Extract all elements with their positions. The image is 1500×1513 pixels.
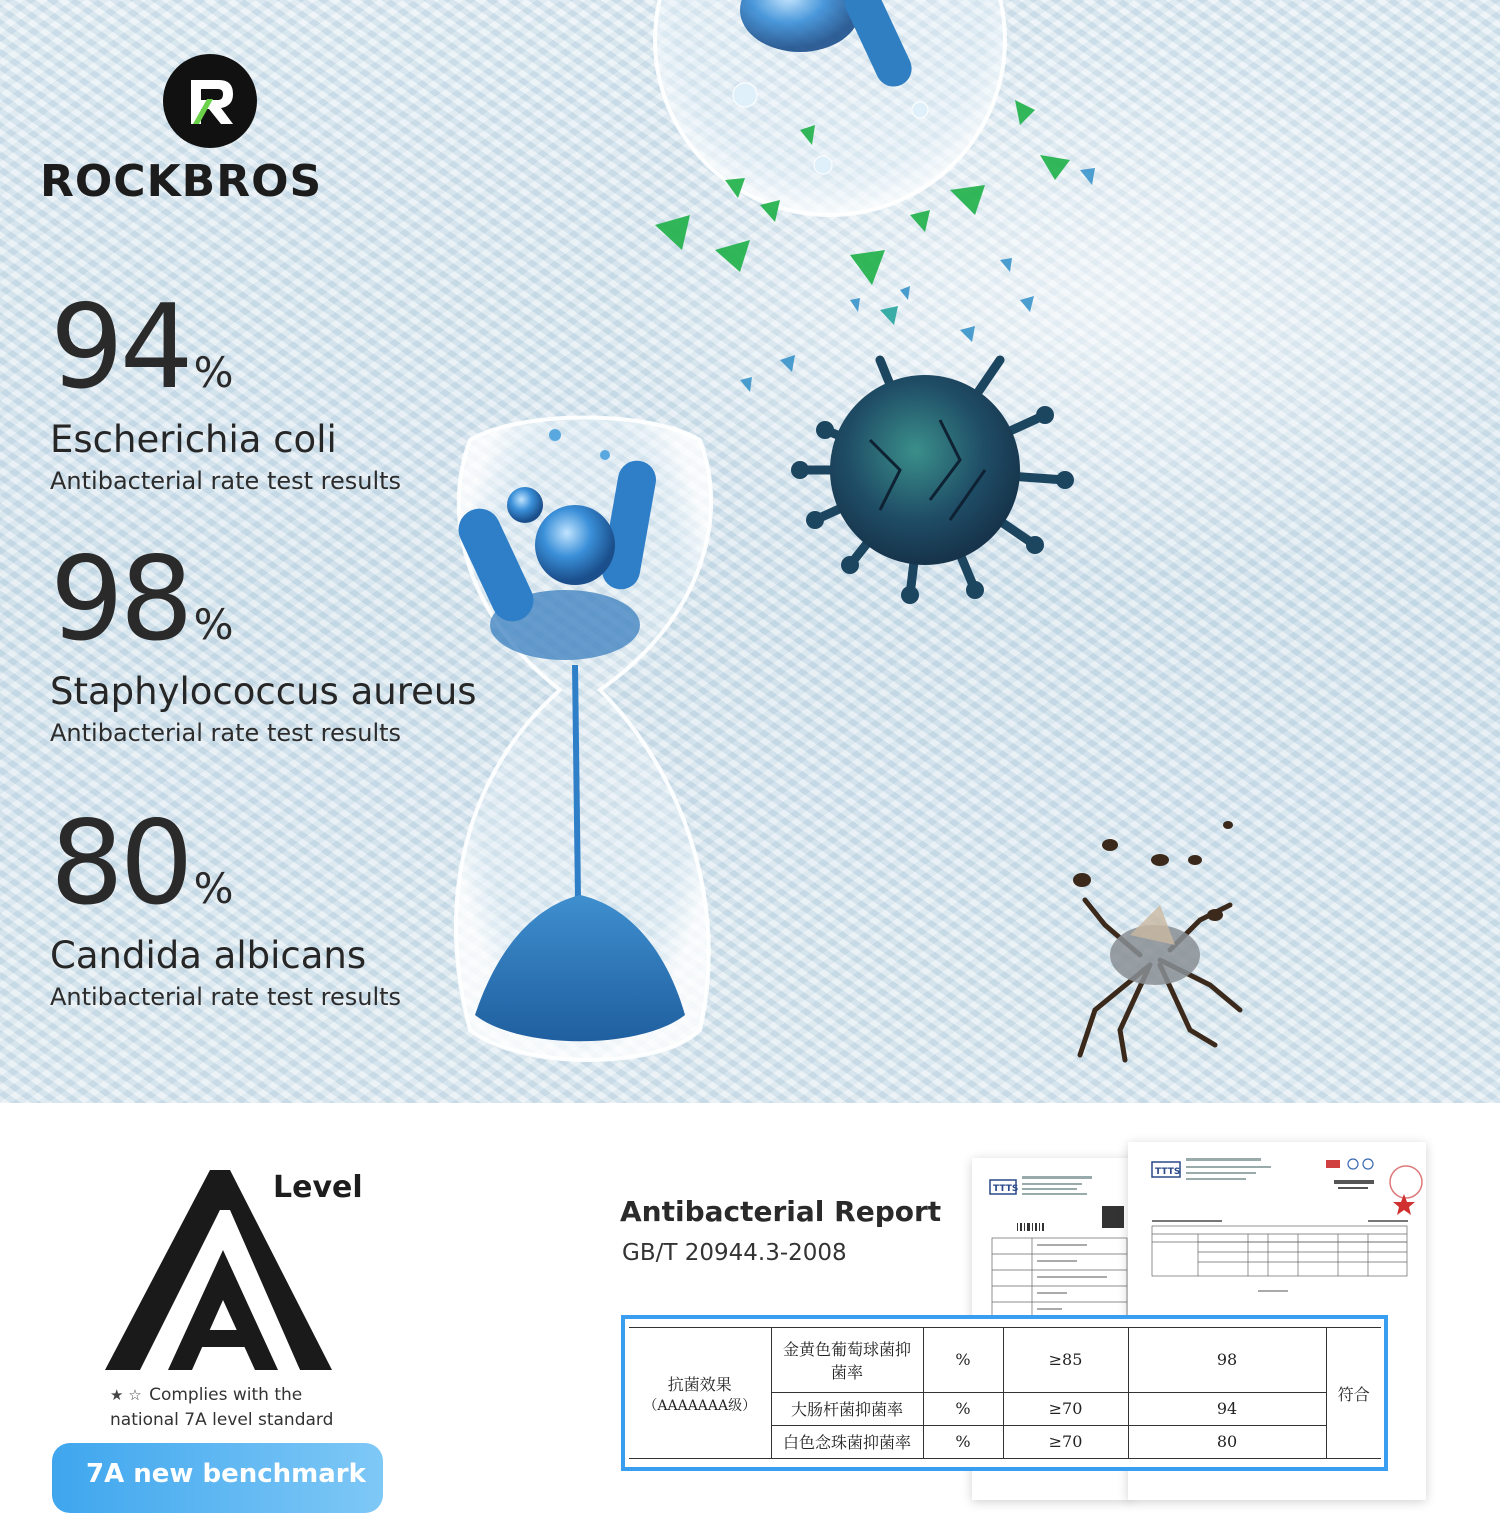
level-label: Level <box>273 1170 363 1205</box>
brand-logo <box>40 48 385 208</box>
hourglass-icon <box>452 418 711 1061</box>
item-cell: 金黄色葡萄球菌抑 菌率 <box>771 1328 923 1393</box>
table-row <box>629 1328 1381 1393</box>
report-table-frame <box>621 1315 1388 1471</box>
requirement-cell: ≥70 <box>1003 1392 1128 1425</box>
stat-organism: Candida albicans <box>50 934 367 977</box>
comply-line2: national 7A level standard <box>110 1409 334 1430</box>
stat-candida <box>50 796 402 1011</box>
item-cell: 大肠杆菌抑菌率 <box>771 1392 923 1425</box>
result-cell: 98 <box>1128 1328 1326 1393</box>
requirement-cell: ≥70 <box>1003 1425 1128 1458</box>
requirement-cell: ≥85 <box>1003 1328 1128 1393</box>
report-standard: GB/T 20944.3-2008 <box>622 1240 847 1266</box>
bacteria-bubble-icon <box>655 0 1005 215</box>
svg-text:TTTS: TTTS <box>993 1184 1019 1194</box>
unit-cell: % <box>923 1425 1003 1458</box>
report-table <box>629 1327 1381 1459</box>
report-title: Antibacterial Report <box>620 1195 942 1228</box>
group-label-cell: 抗菌效果 （AAAAAAA级） <box>629 1328 771 1459</box>
comply-text <box>110 1383 370 1432</box>
rockbros-logo-icon <box>163 54 257 148</box>
verdict-cell: 符合 <box>1326 1328 1381 1459</box>
comply-line1: Complies with the <box>149 1385 303 1405</box>
star-icon: ★ ☆ <box>110 1386 142 1404</box>
stat-staph <box>50 532 477 747</box>
virus-icon <box>791 360 1074 604</box>
mite-icon <box>1073 821 1240 1060</box>
stat-caption: Antibacterial rate test results <box>50 718 402 747</box>
brand-name: ROCKBROS <box>40 156 323 207</box>
stat-caption: Antibacterial rate test results <box>50 982 402 1011</box>
item-cell: 白色念珠菌抑菌率 <box>771 1425 923 1458</box>
unit-cell: % <box>923 1328 1003 1393</box>
svg-text:TTTS: TTTS <box>1155 1167 1181 1177</box>
result-cell: 80 <box>1128 1425 1326 1458</box>
unit-cell: % <box>923 1392 1003 1425</box>
stat-organism: Escherichia coli <box>50 418 337 461</box>
stat-value: 98% <box>50 532 234 667</box>
result-cell: 94 <box>1128 1392 1326 1425</box>
stat-value: 80% <box>50 796 234 931</box>
stat-value: 94% <box>50 280 234 415</box>
stat-ecoli <box>50 280 402 495</box>
stat-caption: Antibacterial rate test results <box>50 466 402 495</box>
benchmark-button[interactable]: 7A new benchmark <box>52 1443 383 1513</box>
stat-organism: Staphylococcus aureus <box>50 670 477 713</box>
